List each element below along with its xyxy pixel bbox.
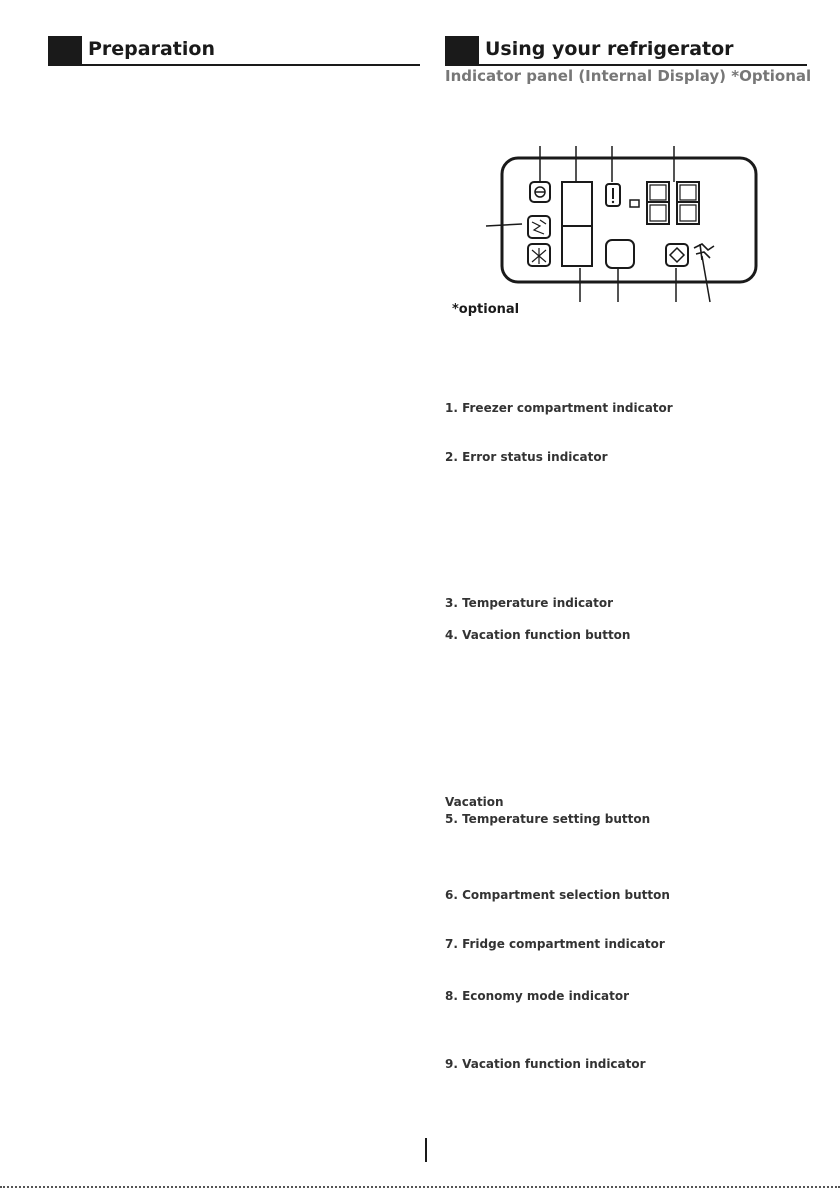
- vacation-function-button-label: 4. Vacation function button: [445, 628, 631, 642]
- section-marker: [445, 36, 479, 64]
- using-refrigerator-header: [445, 36, 807, 66]
- page-number-marker: [425, 1138, 427, 1162]
- vacation-icon: [694, 244, 714, 260]
- leader-line: [702, 256, 710, 302]
- temperature-setting-button-label: 5. Temperature setting button: [445, 812, 651, 826]
- compartment-selection-button: [606, 240, 634, 268]
- freezer-compartment-indicator-label: 1. Freezer compartment indicator: [445, 401, 673, 415]
- leader-line: [486, 224, 522, 226]
- indicator-panel-diagram: [470, 140, 770, 308]
- compartment-selection-button-label: 6. Compartment selection button: [445, 888, 670, 902]
- optional-note: *optional: [452, 302, 520, 317]
- fridge-compartment-indicator-label: 7. Fridge compartment indicator: [445, 937, 665, 951]
- preparation-header: [48, 36, 420, 66]
- preparation-title: Preparation: [88, 38, 215, 60]
- compartment-display: [562, 182, 592, 266]
- error-status-indicator-label: 2. Error status indicator: [445, 450, 608, 464]
- indicator-panel-subtitle: Indicator panel (Internal Display) *Optional: [445, 67, 812, 85]
- vacation-function-indicator-label: 9. Vacation function indicator: [445, 1057, 646, 1071]
- using-refrigerator-title: Using your refrigerator: [485, 38, 734, 60]
- minus-segment: [630, 200, 639, 207]
- section-marker: [48, 36, 82, 64]
- temperature-indicator-label: 3. Temperature indicator: [445, 596, 614, 610]
- vacation-label: Vacation: [445, 795, 504, 809]
- economy-mode-indicator-label: 8. Economy mode indicator: [445, 989, 630, 1003]
- dotted-divider: [0, 1186, 840, 1188]
